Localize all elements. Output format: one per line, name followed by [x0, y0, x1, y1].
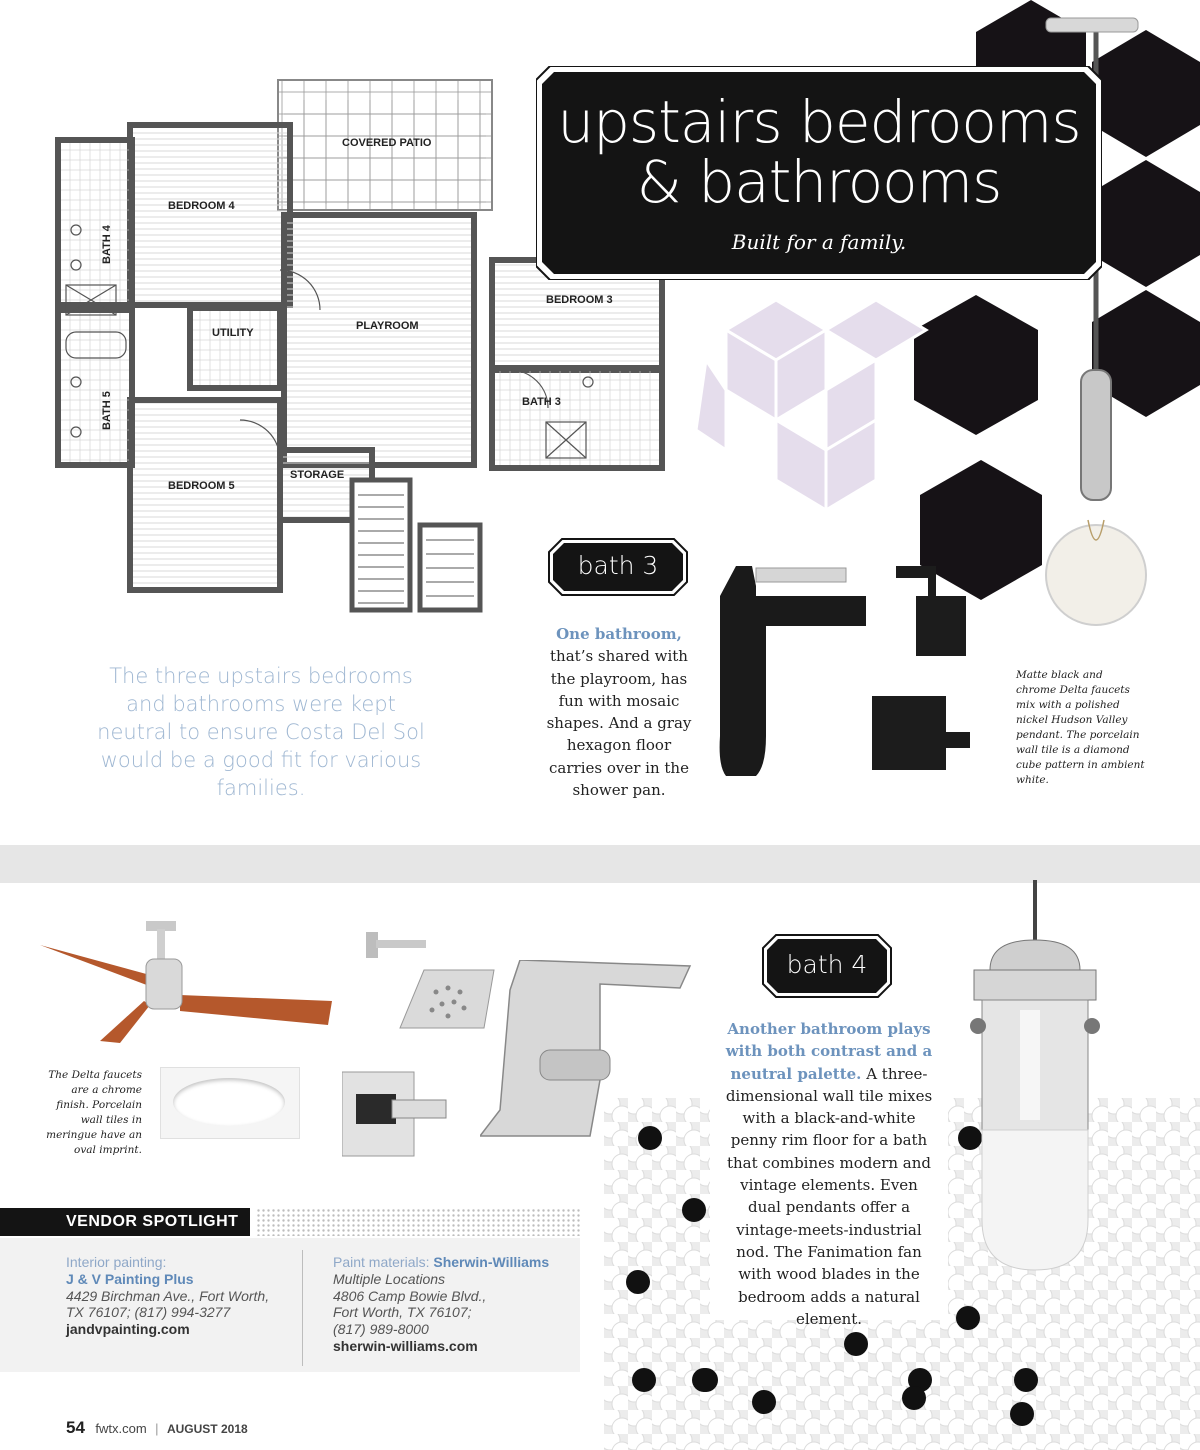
- vendor-2-line-3: Fort Worth, TX 76107;: [333, 1304, 472, 1321]
- bath-4-copy: [722, 1018, 936, 1330]
- bath-4-badge-label: bath 4: [786, 950, 868, 979]
- ceiling-fan-photo: [40, 915, 336, 1045]
- vendor-col-paint-materials: [333, 1254, 573, 1355]
- issue-date: AUGUST 2018: [166, 1422, 248, 1436]
- chrome-shower-head-photo: [366, 930, 498, 1030]
- bath-3-caption: Matte black and chrome Delta faucets mix with a polished nickel Hudson Valley pendant. The porcelain wall tile is a diamond cube pattern in ambient white.: [1016, 669, 1145, 786]
- section-divider-band: [0, 845, 1200, 883]
- label-covered-patio: COVERED PATIO: [342, 137, 432, 149]
- page-footer-bar: [66, 1418, 248, 1438]
- vendor-2-line-1: Multiple Locations: [333, 1270, 446, 1287]
- bath-3-lead: One bathroom,: [556, 625, 682, 643]
- label-bath-4: BATH 4: [101, 225, 113, 264]
- vendor-2-line-4: (817) 989-8000: [333, 1321, 429, 1338]
- footer-separator: |: [155, 1421, 159, 1436]
- page-number: 54: [66, 1418, 85, 1437]
- bath-3-body: that’s shared with the playroom, has fun with mosaic shapes. And a gray hexagon floor carries over in the shower pan.: [546, 647, 692, 800]
- vendor-2-url[interactable]: sherwin-williams.com: [333, 1337, 478, 1354]
- nickel-pendant-photo: [960, 880, 1110, 1280]
- vendor-2-name[interactable]: Sherwin-Williams: [433, 1254, 550, 1270]
- label-bedroom-3: BEDROOM 3: [546, 294, 613, 306]
- vendor-1-address-2: TX 76107; (817) 994-3277: [66, 1304, 231, 1321]
- oval-wall-tile-photo: [160, 1067, 300, 1139]
- bath-3-badge-label: bath 3: [577, 551, 659, 580]
- bath-4-body: A three-dimensional wall tile mixes with a black-and-white penny rim floor for a bath that combines modern and vintage elements. Even dual pendants offer a vintage-meets-industrial nod. The Fanimation fan with wood blades in the bedroom adds a natural element.: [725, 1064, 933, 1328]
- chrome-valve-trim-photo: [342, 1068, 448, 1160]
- label-utility: UTILITY: [212, 327, 254, 339]
- matte-black-faucet-photo: [716, 556, 980, 790]
- label-storage: STORAGE: [290, 469, 345, 481]
- halftone-dot-strip: [256, 1208, 580, 1236]
- bath-3-copy: [540, 623, 698, 801]
- vendor-2-line-2: 4806 Camp Bowie Blvd.,: [333, 1287, 487, 1304]
- bath-4-caption: The Delta faucets are a chrome finish. Porcelain wall tiles in meringue have an oval imprint.: [46, 1069, 142, 1156]
- vendor-1-url[interactable]: jandvpainting.com: [66, 1321, 190, 1338]
- vendor-2-label: Paint materials:: [333, 1254, 430, 1270]
- label-bedroom-4: BEDROOM 4: [168, 200, 235, 212]
- vendor-column-divider: [302, 1250, 303, 1366]
- label-bath-5: BATH 5: [101, 391, 113, 430]
- vendor-1-label: Interior painting:: [66, 1254, 167, 1270]
- pullquote: The three upstairs bedrooms and bathrooms were kept neutral to ensure Costa Del Sol would be a good fit for various families.: [97, 664, 425, 800]
- vendor-1-address-1: 4429 Birchman Ave., Fort Worth,: [66, 1287, 270, 1304]
- bath-4-lead: Another bathroom plays with both contrast and a neutral palette.: [725, 1020, 933, 1083]
- label-bath-3: BATH 3: [522, 396, 561, 408]
- vendor-1-name[interactable]: J & V Painting Plus: [66, 1270, 194, 1287]
- vendor-spotlight-heading: VENDOR SPOTLIGHT: [0, 1208, 250, 1236]
- vendor-col-interior-painting: [66, 1254, 286, 1338]
- page-subtitle: Built for a family.: [731, 230, 907, 254]
- label-bedroom-5: BEDROOM 5: [168, 480, 235, 492]
- page-title: upstairs bedrooms & bathrooms: [557, 88, 1081, 216]
- label-playroom: PLAYROOM: [356, 320, 419, 332]
- site-name[interactable]: fwtx.com: [95, 1421, 147, 1436]
